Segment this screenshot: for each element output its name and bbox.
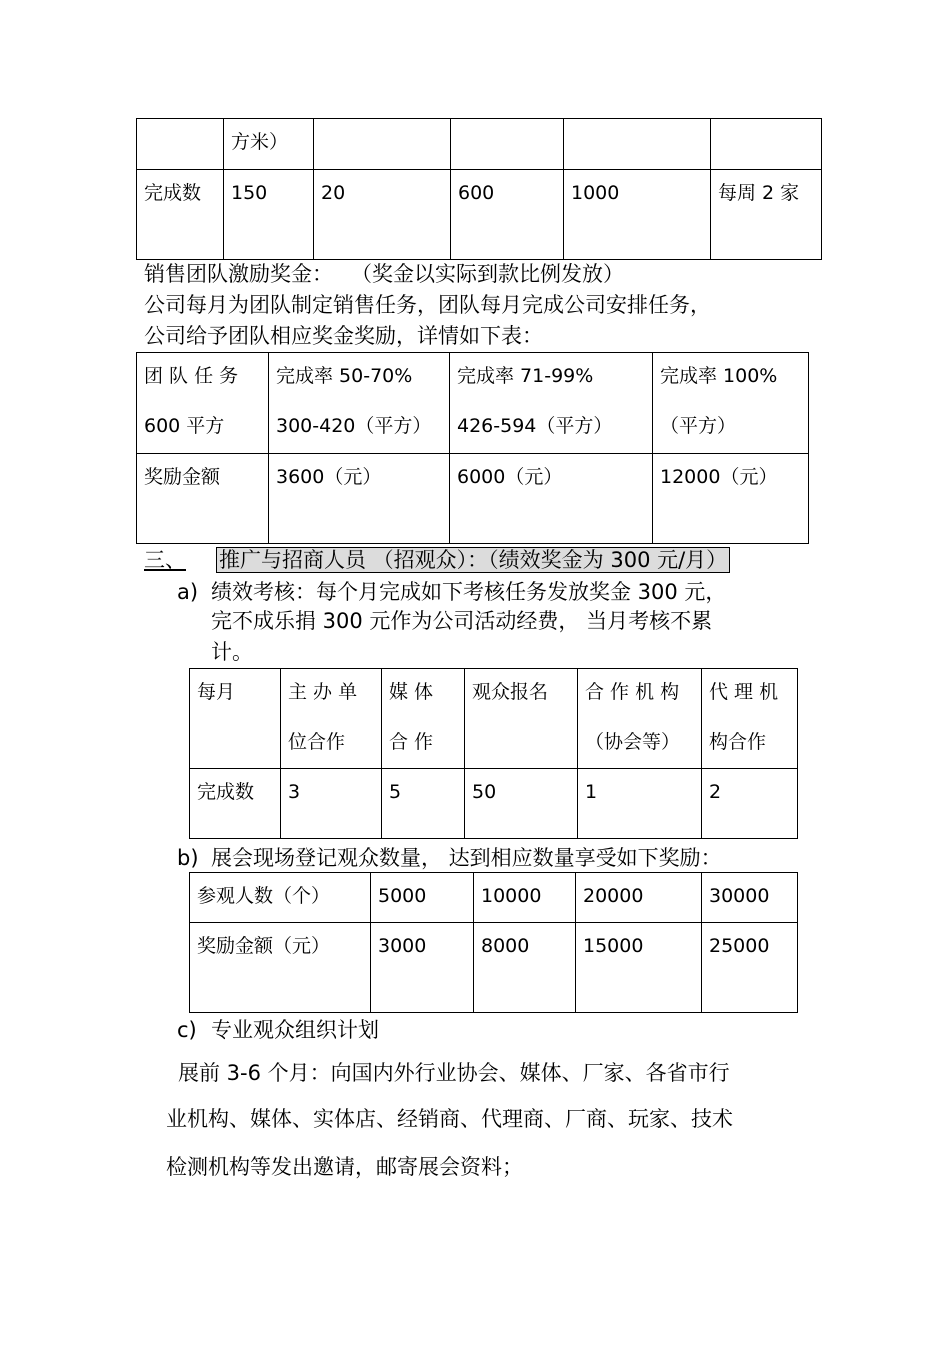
paragraph-line: 业机构、媒体、实体店、经销商、代理商、厂商、玩家、技术 — [166, 1107, 733, 1131]
monthly-task-table — [189, 668, 798, 839]
table-cell: 奖励金额 — [137, 454, 269, 544]
task-table-top — [136, 118, 822, 260]
visitor-reward-table — [189, 872, 798, 1013]
paragraph-line: 公司每月为团队制定销售任务，团队每月完成公司安排任务， — [144, 293, 711, 317]
paragraph-line: 计。 — [211, 640, 253, 664]
table-cell — [137, 119, 224, 170]
table-cell: 600 — [451, 170, 564, 260]
paragraph-line: 绩效考核：每个月完成如下考核任务发放奖金 300 元， — [211, 580, 727, 604]
table-cell: 10000 — [474, 873, 576, 923]
table-cell: 3600（元） — [269, 454, 450, 544]
bonus-heading: 销售团队激励奖金： （奖金以实际到款比例发放） — [144, 262, 624, 286]
table-cell: 合 作 机 构 （协会等） — [578, 669, 702, 769]
table-cell: 参观人数（个） — [190, 873, 371, 923]
table-cell: 完成率 50-70% 300-420（平方） — [269, 353, 450, 454]
table-cell: 代 理 机 构合作 — [702, 669, 798, 769]
table-cell: 完成数 — [137, 170, 224, 260]
section-heading — [144, 545, 730, 575]
table-cell — [711, 119, 822, 170]
table-cell: 主 办 单 位合作 — [281, 669, 382, 769]
table-cell: 每周 2 家 — [711, 170, 822, 260]
table-cell: 2 — [702, 769, 798, 839]
section-number: 三、 — [144, 548, 186, 572]
table-cell: 150 — [224, 170, 314, 260]
list-marker: b) — [177, 846, 199, 870]
table-cell: 5000 — [371, 873, 474, 923]
paragraph-line: 展前 3-6 个月：向国内外行业协会、媒体、厂家、各省市行 — [178, 1061, 730, 1085]
section-title: 推广与招商人员 （招观众）：（绩效奖金为 300 元/月） — [216, 547, 730, 573]
table-cell — [314, 119, 451, 170]
table-cell: 每月 — [190, 669, 281, 769]
table-cell: 1 — [578, 769, 702, 839]
table-cell: 5 — [382, 769, 465, 839]
table-cell — [451, 119, 564, 170]
team-bonus-table — [136, 352, 809, 544]
table-cell: 完成率 71-99% 426-594（平方） — [450, 353, 653, 454]
paragraph-line: 专业观众组织计划 — [211, 1018, 379, 1042]
paragraph-line: 公司给予团队相应奖金奖励，详情如下表： — [144, 324, 543, 348]
table-cell: 完成数 — [190, 769, 281, 839]
table-cell: 方米） — [224, 119, 314, 170]
table-cell — [564, 119, 711, 170]
table-cell: 观众报名 — [465, 669, 578, 769]
table-cell: 1000 — [564, 170, 711, 260]
table-cell: 30000 — [702, 873, 798, 923]
table-cell: 25000 — [702, 923, 798, 1013]
paragraph-line: 展会现场登记观众数量， 达到相应数量享受如下奖励： — [211, 846, 722, 870]
table-cell: 12000（元） — [653, 454, 809, 544]
table-cell: 50 — [465, 769, 578, 839]
table-cell: 6000（元） — [450, 454, 653, 544]
table-cell: 完成率 100% （平方） — [653, 353, 809, 454]
list-marker: c) — [177, 1018, 197, 1042]
table-cell: 媒 体 合 作 — [382, 669, 465, 769]
table-cell: 3 — [281, 769, 382, 839]
table-cell: 8000 — [474, 923, 576, 1013]
table-cell: 奖励金额（元） — [190, 923, 371, 1013]
table-cell: 15000 — [576, 923, 702, 1013]
paragraph-line: 完不成乐捐 300 元作为公司活动经费， 当月考核不累 — [211, 609, 713, 633]
table-cell: 20000 — [576, 873, 702, 923]
table-cell: 3000 — [371, 923, 474, 1013]
list-marker: a) — [177, 580, 199, 604]
paragraph-line: 检测机构等发出邀请，邮寄展会资料； — [166, 1155, 523, 1179]
table-cell: 20 — [314, 170, 451, 260]
table-cell: 团 队 任 务 600 平方 — [137, 353, 269, 454]
